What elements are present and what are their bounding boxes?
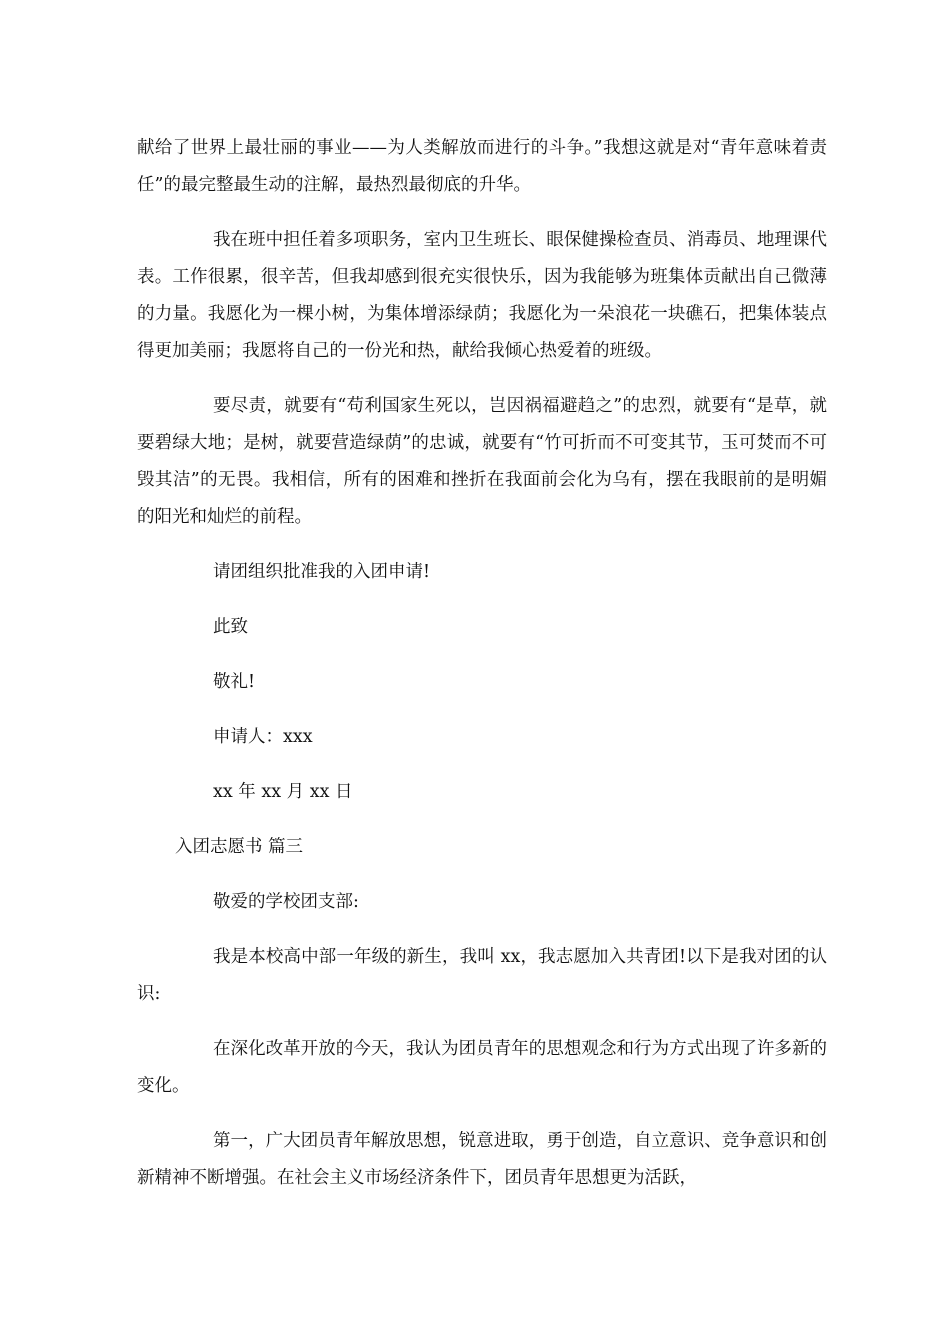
- paragraph-reform: 在深化改革开放的今天，我认为团员青年的思想观念和行为方式出现了许多新的变化。: [137, 1039, 827, 1096]
- closing-salutation: 此致: [213, 617, 248, 637]
- greeting: 敬爱的学校团支部:: [213, 892, 359, 912]
- section-title: 入团志愿书 篇三: [175, 837, 304, 857]
- closing-request: 请团组织批准我的入团申请!: [213, 562, 431, 582]
- paragraph-class-duties: 我在班中担任着多项职务，室内卫生班长、眼保健操检查员、消毒员、地理课代表。工作很累，很辛苦，但我却感到很充实很快乐，因为我能够为班集体贡献出自己微薄的力量。我愿化为一棵小树，为集体增添绿荫；我愿化为一朵浪花一块礁石，把集体装点得更加美丽；我愿将自己的一份光和热，献给我倾心热爱着的班级。: [137, 230, 827, 361]
- document-body: [137, 130, 827, 1215]
- closing-regards: 敬礼!: [213, 672, 256, 692]
- paragraph-introduction: 我是本校高中部一年级的新生，我叫 xx，我志愿加入共青团!以下是我对团的认识:: [137, 947, 827, 1004]
- applicant-signature: 申请人：xxx: [213, 727, 313, 747]
- paragraph-continuation: 献给了世界上最壮丽的事业——为人类解放而进行的斗争。”我想这就是对“青年意味着责任”的最完整最生动的注解，最热烈最彻底的升华。: [137, 138, 827, 195]
- paragraph-first-point: 第一，广大团员青年解放思想，锐意进取，勇于创造，自立意识、竞争意识和创新精神不断增强。在社会主义市场经济条件下，团员青年思想更为活跃，: [137, 1131, 827, 1188]
- application-date: xx 年 xx 月 xx 日: [213, 782, 353, 802]
- paragraph-responsibility: 要尽责，就要有“苟利国家生死以，岂因祸福避趋之”的忠烈，就要有“是草，就要碧绿大地；是树，就要营造绿荫”的忠诚，就要有“竹可折而不可变其节，玉可焚而不可毁其洁”的无畏。我相信，所有的困难和挫折在我面前会化为乌有，摆在我眼前的是明媚的阳光和灿烂的前程。: [137, 396, 827, 527]
